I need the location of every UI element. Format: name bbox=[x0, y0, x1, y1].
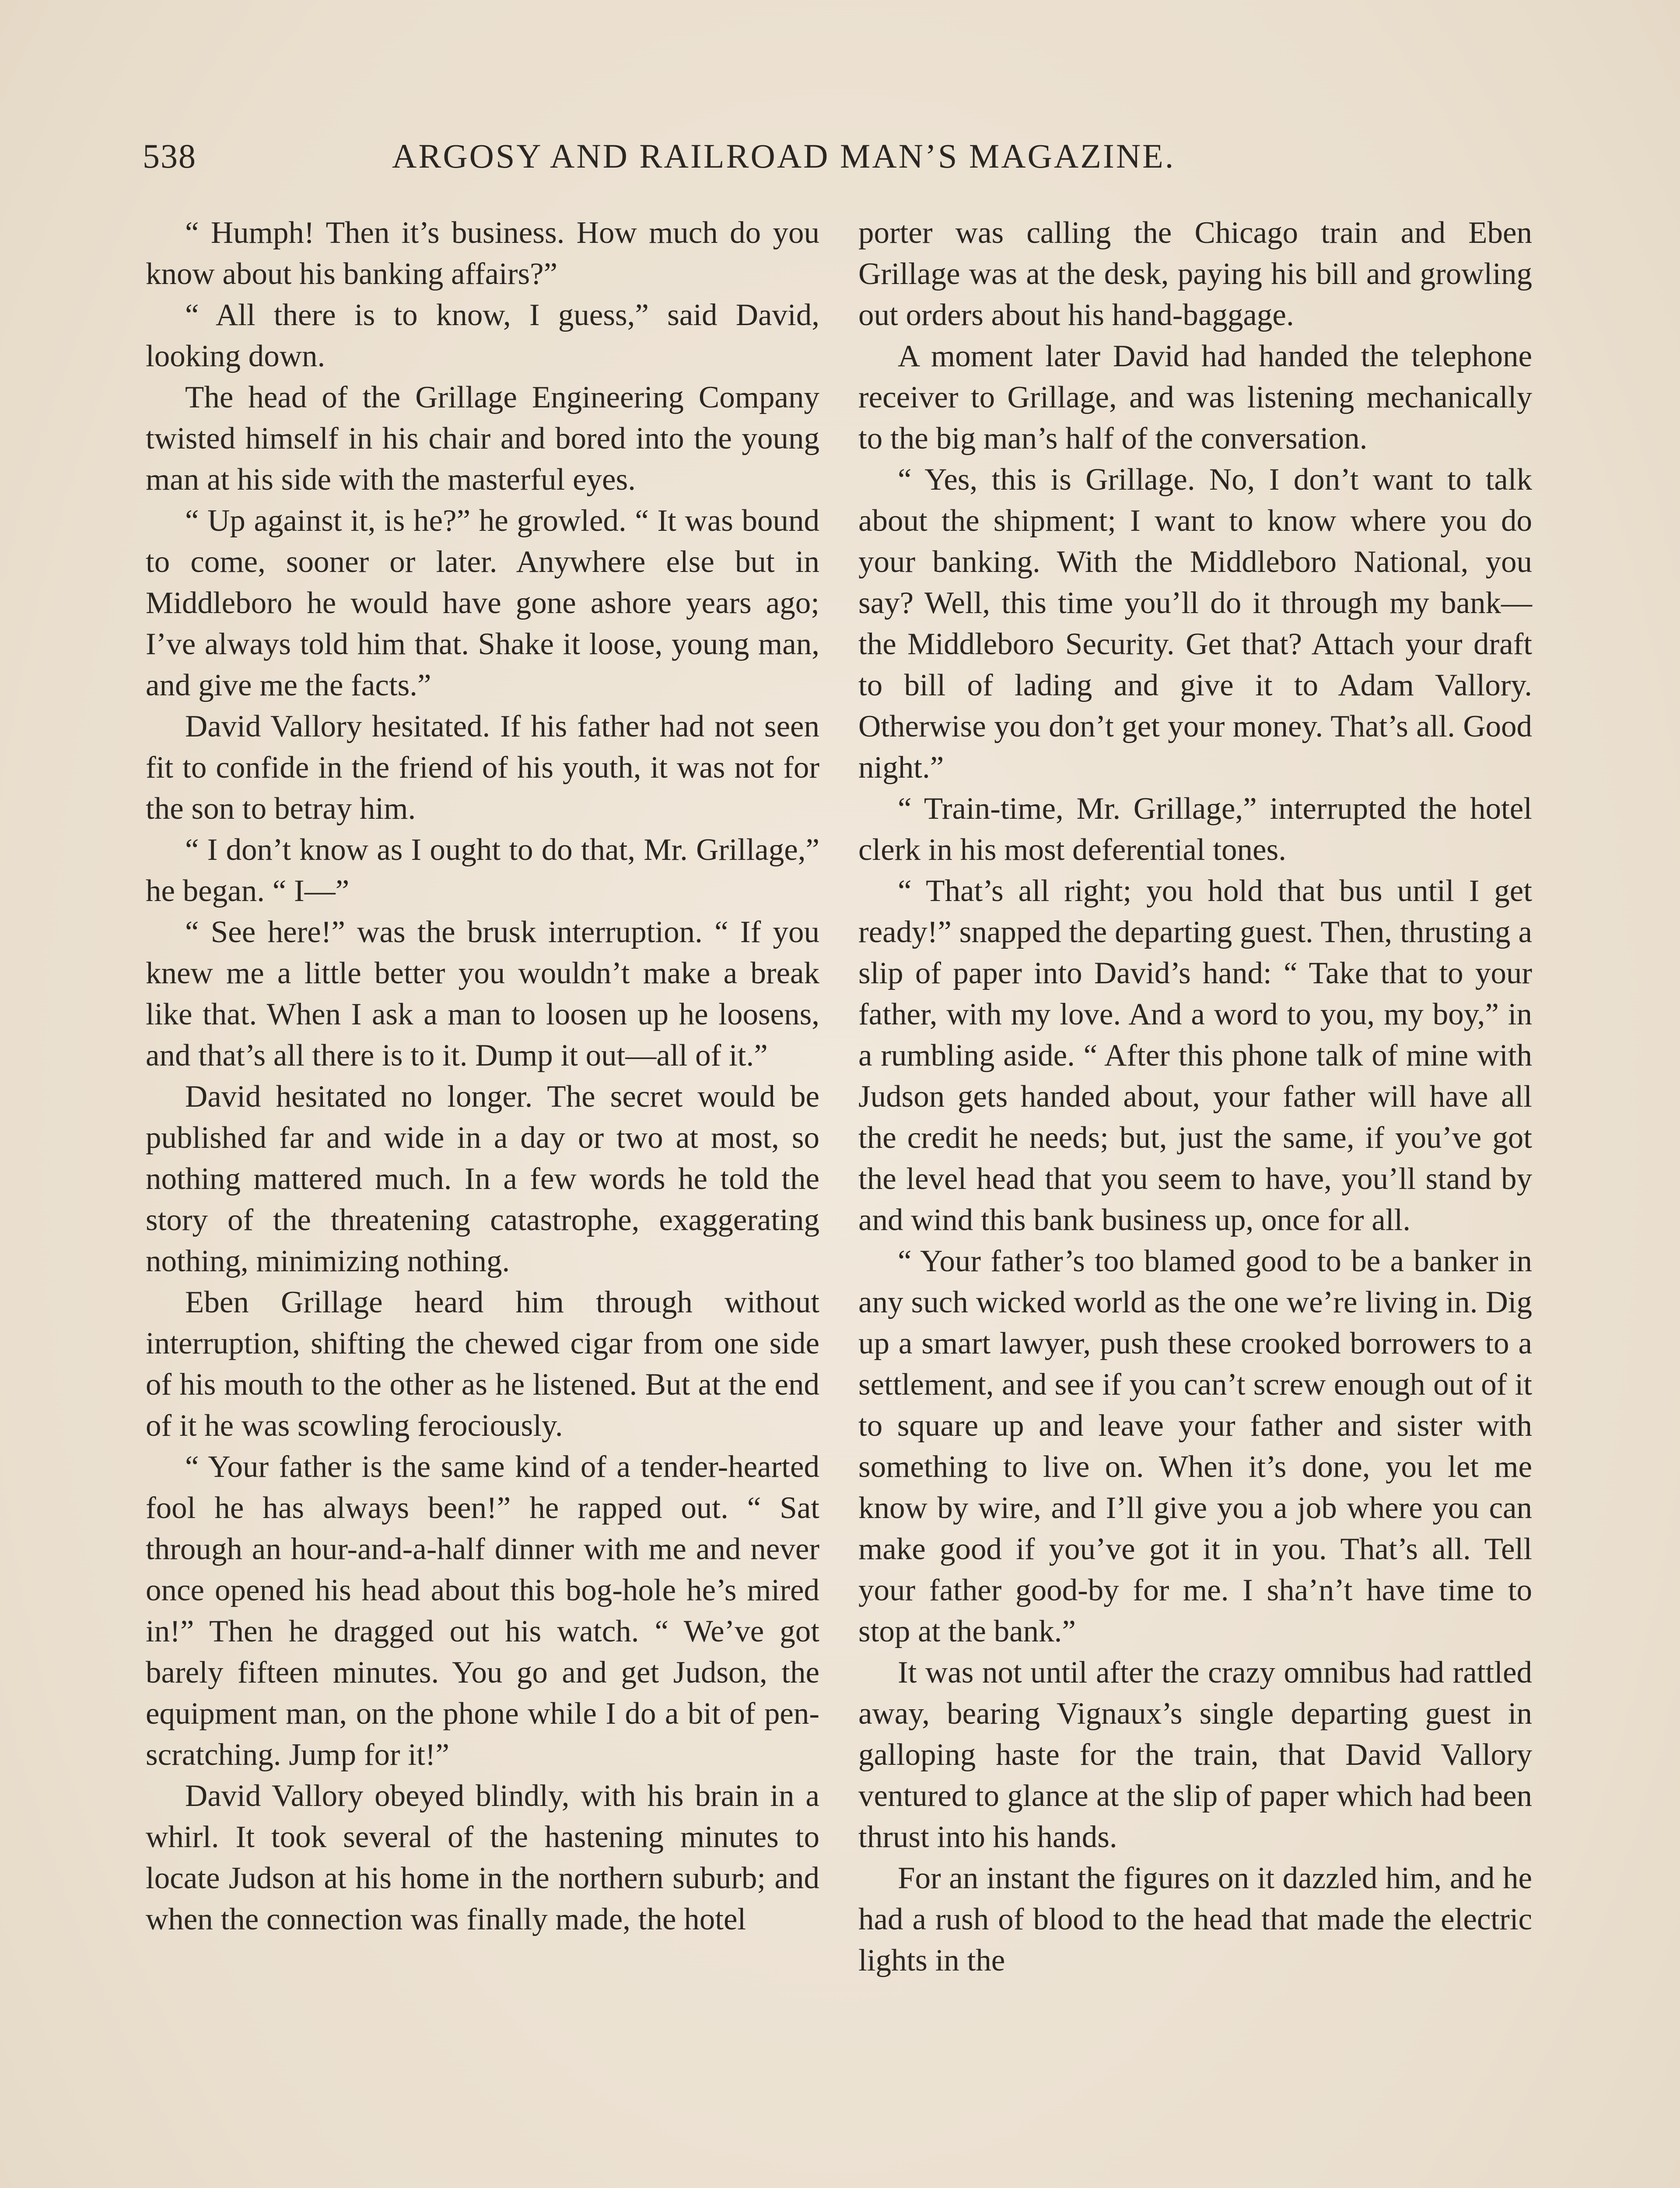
paragraph: “ See here!” was the brusk interruption. “ If you knew me a little better you wouldn’t make a break like that. When I ask a man to loosen up he loosens, and that’s all there is to it. Dump it out—all of it.” bbox=[146, 915, 819, 1073]
paragraph: “ Up against it, is he?” he growled. “ It was bound to come, sooner or later. Anywhere else but in Middleboro he would have gone ashore years ago; I’ve always told him that. Shake it loose, young man, and give me the facts.” bbox=[146, 504, 819, 702]
paragraph: “ All there is to know, I guess,” said David, looking down. bbox=[146, 298, 819, 373]
paragraph: “ Train-time, Mr. Grillage,” interrupted the hotel clerk in his most deferential tones. bbox=[858, 792, 1532, 867]
paragraph: “ Humph! Then it’s business. How much do you know about his banking affairs?” bbox=[146, 216, 819, 291]
running-head: ARGOSY AND RAILROAD MAN’S MAGAZINE. bbox=[392, 137, 1176, 175]
paragraph: “ That’s all right; you hold that bus until I get ready!” snapped the departing guest. Then, thrusting a slip of paper into David’s hand: “ Take that to your father, with my love. And a word to you, my boy,” in a rumbling aside. “ After this phone talk of mine with Judson gets handed about, your father will have all the credit he needs; but, just the same, if you’ve got the level head that you seem to have, you’ll stand by and wind this bank business up, once for all. bbox=[858, 874, 1532, 1237]
left-column bbox=[146, 212, 819, 1940]
page-number: 538 bbox=[143, 137, 196, 175]
paragraph: “ Your father’s too blamed good to be a banker in any such wicked world as the one we’re living in. Dig up a smart lawyer, push these crooked borrowers to a settlement, and see if you can’t screw enough out of it to square up and leave your father and sister with something to live on. When it’s done, you let me know by wire, and I’ll give you a job where you can make good if you’ve got it in you. That’s all. Tell your father good-by for me. I sha’n’t have time to stop at the bank.” bbox=[858, 1244, 1532, 1648]
paragraph: It was not until after the crazy omnibus had rattled away, bearing Vignaux’s single departing guest in galloping haste for the train, that David Vallory ventured to glance at the slip of paper which had been thrust into his hands. bbox=[858, 1655, 1532, 1854]
paragraph: “ I don’t know as I ought to do that, Mr. Grillage,” he began. “ I—” bbox=[146, 833, 819, 908]
continued-paragraph: porter was calling the Chicago train and Eben Grillage was at the desk, paying his bill and growling out orders about his hand-baggage. bbox=[858, 216, 1532, 332]
paragraph: The head of the Grillage Engineering Company twisted himself in his chair and bored into the young man at his side with the masterful eyes. bbox=[146, 380, 819, 497]
paragraph: “ Your father is the same kind of a tender-hearted fool he has always been!” he rapped out. “ Sat through an hour-and-a-half dinner with me and never once opened his head about this bog-hole he’s mired in!” Then he dragged out his watch. “ We’ve got barely fifteen minutes. You go and get Judson, the equipment man, on the phone while I do a bit of pen-scratching. Jump for it!” bbox=[146, 1450, 819, 1772]
paragraph: For an instant the figures on it dazzled him, and he had a rush of blood to the head that made the electric lights in the bbox=[858, 1861, 1532, 1978]
paragraph: David hesitated no longer. The secret would be published far and wide in a day or two at most, so nothing mattered much. In a few words he told the story of the threatening catastrophe, exaggerating nothing, minimizing nothing. bbox=[146, 1080, 819, 1278]
paragraph: David Vallory hesitated. If his father had not seen fit to confide in the friend of his youth, it was not for the son to betray him. bbox=[146, 709, 819, 826]
paragraph: David Vallory obeyed blindly, with his brain in a whirl. It took several of the hastening minutes to locate Judson at his home in the northern suburb; and when the connection was finally made, the hotel bbox=[146, 1779, 819, 1936]
right-column bbox=[858, 212, 1532, 1981]
paragraph: A moment later David had handed the telephone receiver to Grillage, and was listening mechanically to the big man’s half of the conversation. bbox=[858, 339, 1532, 456]
paragraph: Eben Grillage heard him through without interruption, shifting the chewed cigar from one side of his mouth to the other as he listened. But at the end of it he was scowling ferociously. bbox=[146, 1285, 819, 1443]
page-header bbox=[143, 137, 1543, 180]
paragraph: “ Yes, this is Grillage. No, I don’t want to talk about the shipment; I want to know where you do your banking. With the Middleboro National, you say? Well, this time you’ll do it through my bank—the Middleboro Security. Get that? Attach your draft to bill of lading and give it to Adam Vallory. Otherwise you don’t get your money. That’s all. Good night.” bbox=[858, 463, 1532, 785]
